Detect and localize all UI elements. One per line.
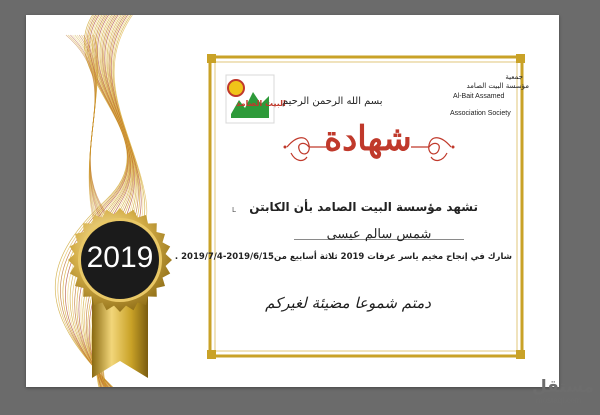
basmala: بسم الله الرحمن الرحيم — [282, 96, 383, 107]
stray-mark: L — [232, 206, 236, 214]
certificate-title: شهادة — [324, 119, 412, 159]
org-english-line2: Association Society — [450, 110, 511, 117]
watermark-arabic: مستقل — [532, 377, 595, 397]
org-english-line1: Al-Bait Assamed — [453, 93, 505, 100]
logo-text: البيت الصامد — [236, 99, 286, 108]
recipient-name: شمس سالم عيسى — [326, 227, 432, 242]
watermark-domain: mostaql.com — [536, 396, 582, 405]
certificate-card — [26, 15, 559, 387]
org-label-line1: جمعية — [505, 73, 523, 81]
closing-phrase: دمتم شموعا مضيئة لغيركم — [265, 294, 431, 312]
participation-line: شارك في إنجاح مخيم ياسر عرفات 2019 ثلاثة أسابيع من2019/6/15-2019/7/4 . — [174, 252, 512, 262]
year-badge-text: 2019 — [86, 241, 154, 274]
witness-line: تشهد مؤسسة البيت الصامد بأن الكابتن — [249, 200, 478, 214]
org-label-line2: مؤسسة البيت الصامد — [466, 82, 529, 90]
